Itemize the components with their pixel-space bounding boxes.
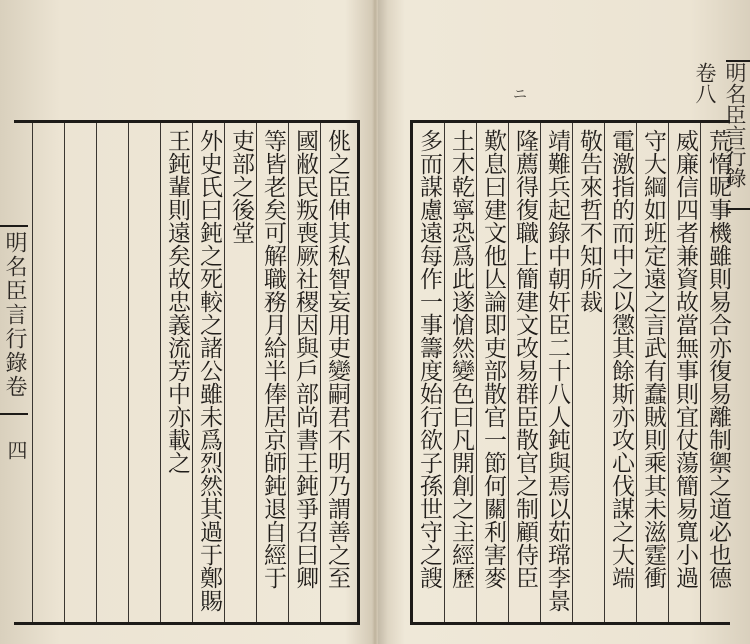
empty-column <box>96 123 129 622</box>
text-column: 歎息曰建文他亾論即吏部散官一節何關利害麥 <box>477 123 509 622</box>
text-column: 土木乾寧恐爲此遂愴然變色曰凡開創之主經歷 <box>445 123 477 622</box>
text-column: 荒惰昵事機雖則易合亦復易離制禦之道必也德 <box>705 129 731 589</box>
page-top-mark: ニ <box>513 87 527 103</box>
text-column: 王鈍輩則遠矣故忠義流芳中亦載之 <box>160 123 192 622</box>
left-text-frame <box>14 120 360 625</box>
text-column: 國敝民叛喪厥社稷因與戶部尚書王鈍爭召曰卿 <box>288 123 320 622</box>
right-page <box>378 0 750 644</box>
fishtail-title: 明名臣言行錄卷 <box>0 225 28 415</box>
empty-column <box>64 123 97 622</box>
text-column: 佻之臣伸其私智妄用吏變嗣君不明乃謂善之至 <box>320 123 352 622</box>
text-column: 威廉信四者兼資故當無事則宜仗蕩簡易寬小過 <box>669 123 701 622</box>
text-column: 外史氏曰鈍之死較之諸公雖未爲烈然其過于鄭賜 <box>192 123 224 622</box>
empty-column <box>32 123 65 622</box>
gutter-shadow <box>378 0 388 644</box>
chapter-tab: 明名臣言行錄卷八 <box>726 60 750 210</box>
right-text-frame <box>410 120 730 625</box>
text-column: 等皆老矣可解職務月給半俸居京師鈍退自經于 <box>256 123 288 622</box>
text-column: 守大綱如班定遠之言武有蠢賊則乘其未滋霆衝 <box>637 123 669 622</box>
text-column: 多而謀慮遠每作一事籌度始行欲子孫世守之謏 <box>413 123 445 622</box>
text-column: 靖難兵起錄中朝奸臣二十八人鈍與焉以茹瑺李景 <box>541 123 573 622</box>
empty-column <box>128 123 161 622</box>
text-column: 吏部之後堂 <box>224 123 256 622</box>
text-column: 敬告來哲不知所裁 <box>573 123 605 622</box>
folio-number: 四 <box>4 440 28 460</box>
left-page <box>0 0 372 644</box>
text-column: 隆薦得復職上簡建文改易群臣散官之制顧侍臣 <box>509 123 541 622</box>
text-column: 電激指的而中之以懲其餘斯亦攻心伐謀之大端 <box>605 123 637 622</box>
